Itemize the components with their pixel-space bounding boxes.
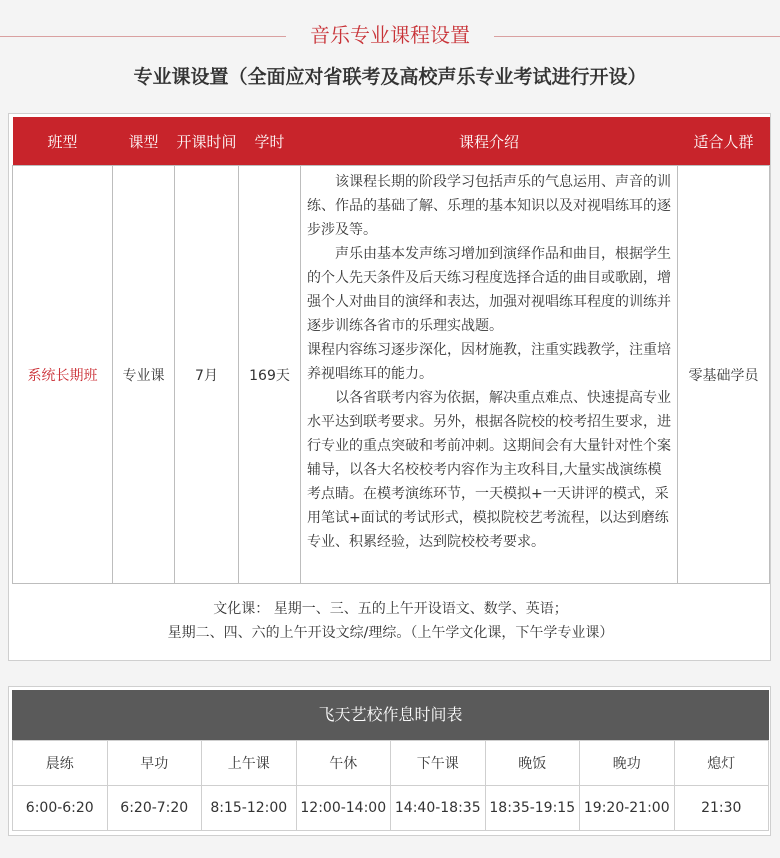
header-class-type: 班型: [13, 117, 113, 166]
schedule-title: 飞天艺校作息时间表: [12, 690, 769, 740]
schedule-time: 14:40-18:35: [391, 786, 486, 831]
intro-paragraph-2: 声乐由基本发声练习增加到演绎作品和曲目，根据学生的个人先天条件及后天练习程度选择合适的曲目或歌剧，增强个人对曲目的演绎和表达，加强对视唱练耳程度的训练并逐步训练各省市的乐理实战题。: [307, 246, 671, 334]
schedule-label: 晨练: [13, 741, 108, 786]
schedule-time: 6:00-6:20: [13, 786, 108, 831]
schedule-time: 8:15-12:00: [202, 786, 297, 831]
cell-audience: 零基础学员: [678, 166, 770, 584]
schedule-label: 上午课: [202, 741, 297, 786]
schedule-label: 熄灯: [674, 741, 769, 786]
table-row: [13, 166, 770, 584]
course-table-header-row: [13, 117, 770, 166]
intro-paragraph-1: 该课程长期的阶段学习包括声乐的气息运用、声音的训练、作品的基础了解、乐理的基本知识以及对视唱练耳的逐步涉及等。: [307, 174, 671, 238]
schedule-time-row: [13, 786, 769, 831]
schedule-time: 21:30: [674, 786, 769, 831]
schedule-label: 晚饭: [485, 741, 580, 786]
course-table-panel: [8, 113, 771, 661]
header-course-type: 课型: [113, 117, 175, 166]
schedule-label: 午休: [296, 741, 391, 786]
culture-line-1: 文化课： 星期一、三、五的上午开设语文、数学、英语；: [213, 601, 568, 617]
header-intro: 课程介绍: [301, 117, 678, 166]
intro-paragraph-4: 以各省联考内容为依据，解决重点难点、快速提高专业水平达到联考要求。另外，根据各院校的校考招生要求，进行专业的重点突破和考前冲刺。这期间会有大量针对性个案辅导，以各大名校校考内容作为主攻科目,大量实战演练模考点睛。在模考演练环节，一天模拟+一天讲评的模式，采用笔试+面试的考试形式，模拟院校艺考流程，以达到磨练专业、积累经验，达到院校校考要求。: [307, 390, 671, 550]
schedule-label-row: [13, 741, 769, 786]
header-start-time: 开课时间: [175, 117, 239, 166]
section-title: 音乐专业课程设置: [310, 23, 470, 47]
schedule-time: 19:20-21:00: [580, 786, 675, 831]
cell-course-type: 专业课: [113, 166, 175, 584]
culture-line-2: 星期二、四、六的上午开设文综/理综。（上午学文化课，下午学专业课）: [167, 625, 614, 641]
schedule-panel: [8, 686, 771, 836]
header-hours: 学时: [239, 117, 301, 166]
schedule-label: 早功: [107, 741, 202, 786]
intro-paragraph-3: 课程内容练习逐步深化，因材施教，注重实践教学，注重培养视唱练耳的能力。: [307, 342, 671, 382]
schedule-label: 下午课: [391, 741, 486, 786]
header-divider-right: [494, 36, 780, 37]
schedule-time: 12:00-14:00: [296, 786, 391, 831]
cell-hours: 169天: [239, 166, 301, 584]
schedule-time: 6:20-7:20: [107, 786, 202, 831]
culture-course-note: [12, 587, 769, 645]
cell-intro: [301, 166, 678, 584]
cell-start-time: 7月: [175, 166, 239, 584]
header-audience: 适合人群: [678, 117, 770, 166]
cell-class-type: 系统长期班: [13, 166, 113, 584]
schedule-label: 晚功: [580, 741, 675, 786]
course-table: [12, 117, 770, 584]
page-subtitle: 专业课设置（全面应对省联考及高校声乐专业考试进行开设）: [133, 66, 647, 88]
header-divider-left: [0, 36, 286, 37]
schedule-time: 18:35-19:15: [485, 786, 580, 831]
schedule-table: [12, 740, 769, 831]
